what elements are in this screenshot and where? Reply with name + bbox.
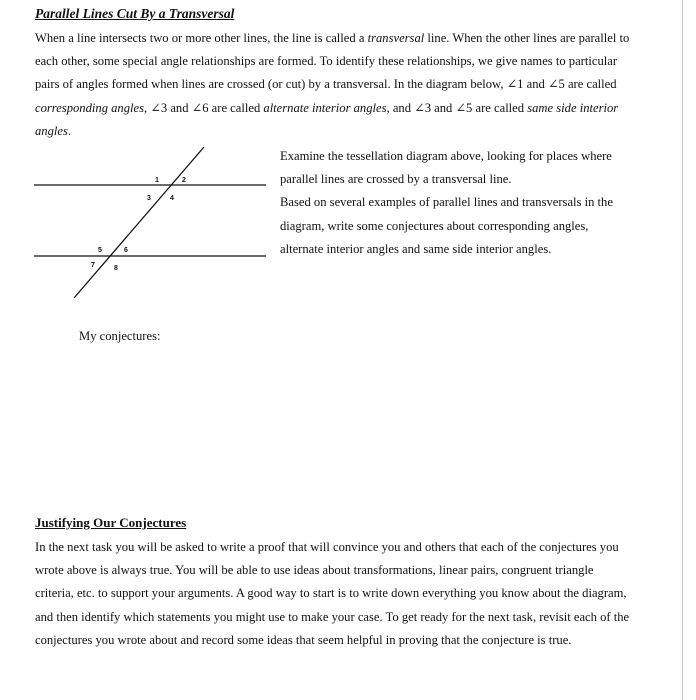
angle-label-2: 2	[182, 177, 186, 184]
angle-label-4: 4	[170, 195, 174, 202]
intro-text-2: line. When the other lines are parallel to each other, some special angle relationships are formed. To identify these relationships, we give names to particular pairs of angles formed when lines are crossed (or cut) by a transversal. In the diagram below, ∠1 and ∠5 are called	[35, 31, 630, 92]
angle-label-8: 8	[114, 265, 118, 272]
intro-text-5: .	[67, 123, 72, 138]
angle-label-3: 3	[147, 195, 151, 202]
term-alternate: alternate interior angles	[263, 100, 387, 115]
term-corresponding: corresponding angles	[35, 100, 145, 115]
intro-text-3: , ∠3 and ∠6 are called	[144, 100, 264, 115]
term-same-side: same side interior angles	[35, 100, 619, 138]
side-paragraph-1: Examine the tessellation diagram above, looking for places where parallel lines are crossed by a transversal line.	[280, 149, 612, 187]
angle-label-1: 1	[155, 177, 159, 184]
transversal-diagram	[34, 145, 266, 305]
angle-label-6: 6	[124, 247, 128, 254]
side-paragraph-2: Based on several examples of parallel lines and transversals in the diagram, write some conjectures about corresponding angles, alternate interior angles and same side interior angles.	[280, 195, 613, 256]
angle-label-7: 7	[91, 262, 95, 269]
intro-text-1: When a line intersects two or more other lines, the line is called a	[35, 31, 368, 45]
term-transversal: transversal	[367, 31, 425, 45]
intro-paragraph	[35, 27, 635, 143]
page-title: Parallel Lines Cut By a Transversal	[35, 6, 235, 21]
justifying-title: Justifying Our Conjectures	[35, 515, 187, 530]
intro-text-4: , and ∠3 and ∠5 are called	[386, 100, 528, 115]
transversal-line	[74, 147, 204, 298]
conjectures-label: My conjectures:	[79, 329, 161, 343]
angle-label-5: 5	[98, 247, 102, 254]
side-instructions	[280, 145, 620, 261]
justifying-paragraph: In the next task you will be asked to write a proof that will convince you and others that each of the conjectures you wrote above is always true. You will be able to use ideas about transformations, linear pairs, congruent triangle criteria, etc. to support your arguments. A good way to start is to write down everything you know about the diagram, and then identify which statements you might use to make your case. To get ready for the next task, revisit each of the conjectures you wrote about and record some ideas that seem helpful in proving that the conjecture is true.	[35, 540, 630, 647]
